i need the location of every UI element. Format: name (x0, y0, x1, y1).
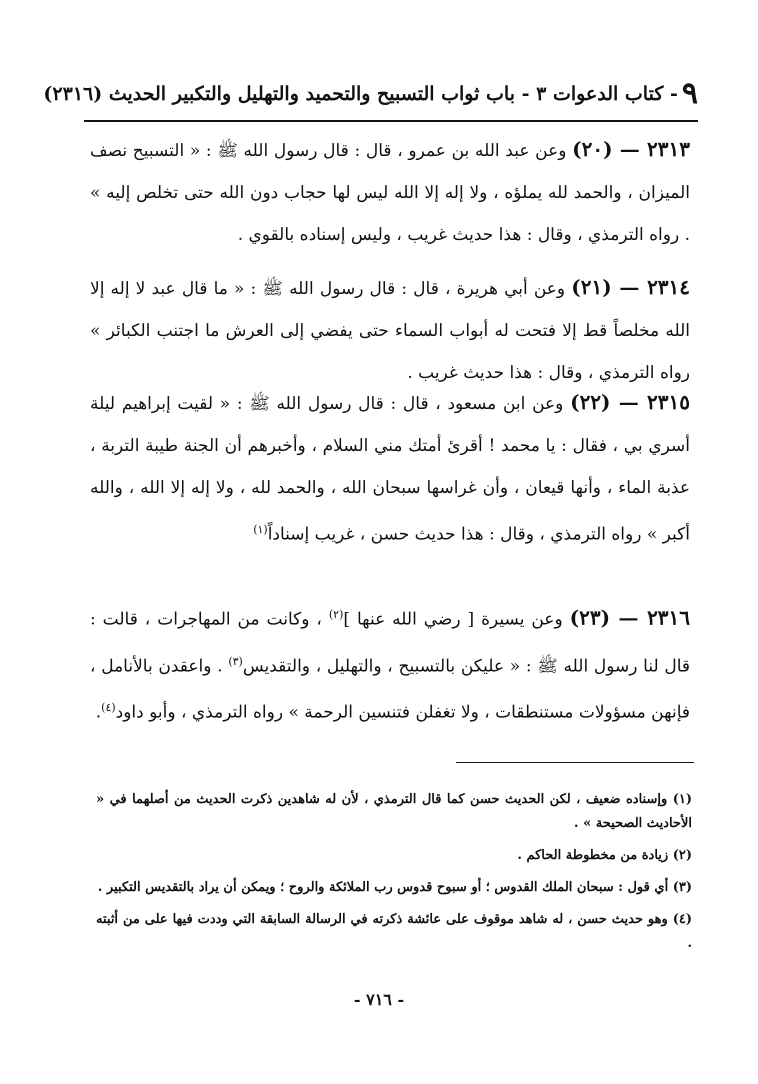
hadith-number: ٢٣١٦ — (٢٣) (569, 605, 691, 630)
hadith-text: وعن ابن مسعود ، قال : قال رسول الله ﷺ : « لقيت إبراهيم ليلة أسري بي ، فقال : يا محمد ! أقرئ أمتك مني السلام ، وأخبرهم أن الجنة طيبة التربة ، عذبة الماء ، وأنها قيعان ، وأن غراسها سبحان الله ، والحمد لله ، ولا إله إلا الله ، والله أكبر » رواه الترمذي ، وقال : هذا حديث حسن ، غريب إسناداً (90, 394, 690, 545)
footnote-ref: (١) (253, 523, 268, 536)
hadith-2314 (90, 266, 690, 394)
hadith-text-after: . واعقدن بالأنامل ، فإنهن مسؤولات مستنطقات ، ولا تغفلن فتنسين الرحمة » رواه الترمذي ، وأبو داود (90, 656, 690, 723)
hadith-number: ٢٣١٥ — (٢٢) (570, 390, 690, 414)
footnote-1: (١) وإسناده ضعيف ، لكن الحديث حسن كما قال الترمذي ، لأن له شاهدين ذكرت الحديث من أصلهما في « الأحاديث الصحيحة » . (96, 792, 692, 831)
footnote-ref: (٢) (328, 608, 344, 621)
hadith-number: ٢٣١٤ — (٢١) (571, 275, 691, 299)
footnotes (96, 788, 692, 964)
footnote-3: (٣) أي قول : سبحان الملك القدوس ؛ أو سبوح قدوس رب الملائكة والروح ؛ ويمكن أن يراد بالتقديس التكبير . (97, 880, 692, 895)
footnote-2: (٢) زيادة من مخطوطة الحاكم . (517, 848, 692, 863)
hadith-number: ٢٣١٣ — (٢٠) (572, 137, 691, 161)
footnote-separator (456, 762, 694, 763)
header-title: - كتاب الدعوات ٣ - باب ثواب التسبيح والتحميد والتهليل والتكبير الحديث (٢٣١٦) (43, 83, 678, 105)
running-header (43, 74, 698, 114)
footnote-ref: (٣) (228, 654, 243, 668)
footnote-ref: (٤) (101, 701, 116, 715)
hadith-2313 (90, 128, 690, 256)
hadith-text-before: وعن يسيرة [ رضي الله عنها ] (343, 609, 563, 630)
hadith-text-end: . (95, 702, 102, 723)
hadith-2316 (90, 594, 690, 734)
hadith-text: وعن أبي هريرة ، قال : قال رسول الله ﷺ : « ما قال عبد لا إله إلا الله مخلصاً قط إلا فتحت له أبواب السماء حتى يفضي إلى العرش ما اجتنب الكبائر » رواه الترمذي ، وقال : هذا حديث غريب . (90, 279, 690, 383)
header-rule (84, 120, 698, 122)
hadith-2315 (90, 381, 690, 556)
hadith-text: وعن عبد الله بن عمرو ، قال : قال رسول الله ﷺ : « التسبيح نصف الميزان ، والحمد لله يملؤه ، ولا إله إلا الله ليس لها حجاب دون الله حتى تخلص إليه » . رواه الترمذي ، وقال : هذا حديث غريب ، وليس إسناده بالقوي . (90, 141, 690, 245)
chapter-number: ٩ (681, 76, 698, 111)
hadith-text-middle: ، وكانت من المهاجرات ، قالت : قال لنا رسول الله ﷺ : « عليكن بالتسبيح ، والتهليل ، والتقديس (90, 609, 691, 677)
page-number: - ٧١٦ - (353, 990, 405, 1009)
footnote-4: (٤) وهو حديث حسن ، له شاهد موقوف على عائشة ذكرته في الرسالة السابقة التي وددت فيها على من أثبته . (96, 912, 692, 951)
